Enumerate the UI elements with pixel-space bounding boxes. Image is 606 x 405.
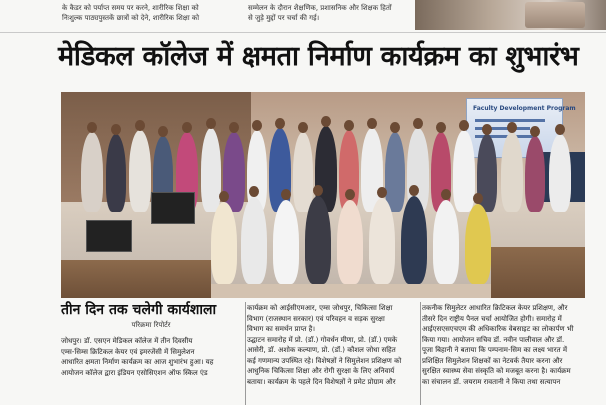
- person-head: [413, 118, 423, 129]
- person-head: [206, 118, 216, 129]
- text-line: आईएसएसएचएम की अधिकारिक वेबसाइट का लोकार्पण भी: [422, 325, 574, 333]
- person-head: [390, 122, 400, 133]
- person-head: [219, 191, 229, 202]
- person-head: [507, 122, 517, 133]
- text-line: कार्यक्रम को आईसीएमआर, एम्स जोधपुर, चिकित्सा शिक्षा: [247, 304, 393, 312]
- text-line: विभाग (राजस्थान सरकार) एवं परिवहन व सड़क सुरक्षा: [247, 314, 385, 323]
- text-line: एम्स-सिम्स क्रिटिकल केयर एवं इमरजेंसी में सिमुलेशन: [61, 347, 195, 356]
- person: [453, 130, 475, 212]
- person: [549, 134, 571, 212]
- text-line: आधुनिक चिकित्सा शिक्षा और रोगी सुरक्षा के लिए अनिवार्य: [247, 367, 395, 375]
- person: [201, 128, 221, 212]
- previous-article-strip: [0, 0, 606, 33]
- person: [369, 198, 395, 284]
- person: [241, 197, 267, 284]
- text-line: किया गया। आयोजन सचिव डॉ. नवीन पालीवाल और डॉ.: [422, 335, 565, 344]
- headline: मेडिकल कॉलेज में क्षमता निर्माण कार्यक्रम का शुभारंभ: [58, 41, 579, 72]
- text-line: बताया। कार्यक्रम के पहले दिन विशेषज्ञों ने प्रमेट प्रोग्राम और: [247, 377, 396, 386]
- text-line: उद्घाटन समारोह में प्रो. (डॉ.) गोवर्धन मीणा, प्रो. (डॉ.) एमके: [247, 335, 398, 344]
- person: [106, 134, 126, 212]
- person-head: [158, 126, 168, 137]
- person-head: [530, 126, 540, 137]
- person-head: [367, 118, 377, 129]
- byline: परिक्रमा रिपोर्टर: [131, 321, 171, 329]
- person: [293, 132, 313, 212]
- previous-article-column-1: [62, 3, 232, 23]
- person-head: [87, 122, 97, 133]
- person-head: [409, 185, 419, 196]
- text-line: तीसरे दिन राष्ट्रीय पैनल चर्चा आयोजित होगी। समारोह में: [422, 314, 562, 323]
- laptop: [151, 192, 195, 224]
- text-line: निःशुल्क पाठ्यपुस्तकें छात्रों को देने, शारीरिक शिक्षा को: [62, 14, 200, 22]
- person-head: [436, 122, 446, 133]
- person: [273, 200, 299, 284]
- person-head: [345, 189, 355, 200]
- person-head: [441, 189, 451, 200]
- person-head: [298, 122, 308, 133]
- person-head: [252, 120, 262, 131]
- person: [129, 130, 151, 212]
- text-line: जोधपुर। डॉ. एसएन मेडिकल कॉलेज में तीन दिवसीय: [61, 337, 193, 345]
- person-head: [482, 124, 492, 135]
- text-line: कई गणमान्य उपस्थित रहे। विशेषज्ञों ने सिमुलेशन प्रशिक्षण को: [247, 356, 402, 365]
- text-line: आयोजन कॉलेज द्वारा इंडियन एसोसिएशन ऑफ स्किल एंड: [61, 368, 208, 377]
- person-head: [473, 193, 483, 204]
- person-head: [135, 120, 145, 131]
- group-photo: [61, 92, 585, 298]
- person-head: [229, 122, 239, 133]
- text-line: विभाग का समर्थन प्राप्त है।: [247, 325, 316, 333]
- person-head: [344, 120, 354, 131]
- right-table: [491, 247, 585, 298]
- person: [81, 132, 103, 212]
- previous-article-photo: [415, 0, 606, 30]
- person-head: [249, 186, 259, 197]
- person-head: [321, 116, 331, 127]
- person-head: [377, 187, 387, 198]
- banner-text: Faculty Development Program: [473, 105, 576, 112]
- person: [211, 202, 237, 284]
- article-column-3: [422, 303, 586, 387]
- person: [305, 196, 331, 284]
- photo-figure: [525, 2, 585, 28]
- person-head: [313, 185, 323, 196]
- person-head: [459, 120, 469, 131]
- column-divider: [245, 302, 246, 405]
- text-line: आसेरी, डॉ. अशोक कल्याण, प्रो. (डॉ.) कौशल जोधा सहित: [247, 346, 396, 354]
- text-line: सुरक्षित स्वास्थ्य सेवा संस्कृति को मजबूत करना है। कार्यक्रम: [422, 367, 571, 375]
- article-column-2: [247, 303, 419, 387]
- floor: [211, 284, 491, 298]
- laptop: [86, 220, 132, 252]
- text-line: पूजा बिहानी ने बताया कि पम्पनाम-सिम का लक्ष्य भारत में: [422, 346, 568, 354]
- person-head: [281, 189, 291, 200]
- text-line: सम्मेलन के दौरान शैक्षणिक, प्रशासनिक और शिक्षक हितों: [248, 4, 392, 12]
- person: [401, 196, 427, 284]
- previous-article-column-2: [248, 3, 418, 23]
- person-head: [555, 124, 565, 135]
- column-divider: [420, 302, 421, 405]
- article-column-1: [61, 336, 245, 378]
- person-head: [111, 124, 121, 135]
- text-line: का संचालन डॉ. जयराम रावतानी ने किया तथा सत्यापन: [422, 377, 561, 386]
- subheadline: तीन दिन तक चलेगी कार्यशाला: [61, 302, 217, 318]
- text-line: प्रशिक्षित सिमुलेशन शिक्षकों का नेटवर्क तैयार करना और: [422, 356, 563, 365]
- person: [433, 200, 459, 284]
- person: [337, 200, 363, 284]
- person-head: [182, 122, 192, 133]
- text-line: से जुड़े मुद्दों पर चर्चा की गई।: [248, 14, 320, 22]
- person: [465, 204, 491, 284]
- person: [501, 132, 523, 212]
- text-line: के कैडर को पर्याप्त समय पर करने, शारीरिक शिक्षा को: [62, 4, 199, 12]
- person: [385, 132, 405, 212]
- person: [525, 136, 545, 212]
- text-line: आधारित क्षमता निर्माण कार्यक्रम का आज शुभारंभ हुआ। यह: [61, 358, 214, 366]
- person-head: [275, 118, 285, 129]
- text-line: तकनीक सिमुलेटर आधारित क्रिटिकल केयर प्रशिक्षण, और: [422, 304, 568, 312]
- left-table: [61, 260, 211, 298]
